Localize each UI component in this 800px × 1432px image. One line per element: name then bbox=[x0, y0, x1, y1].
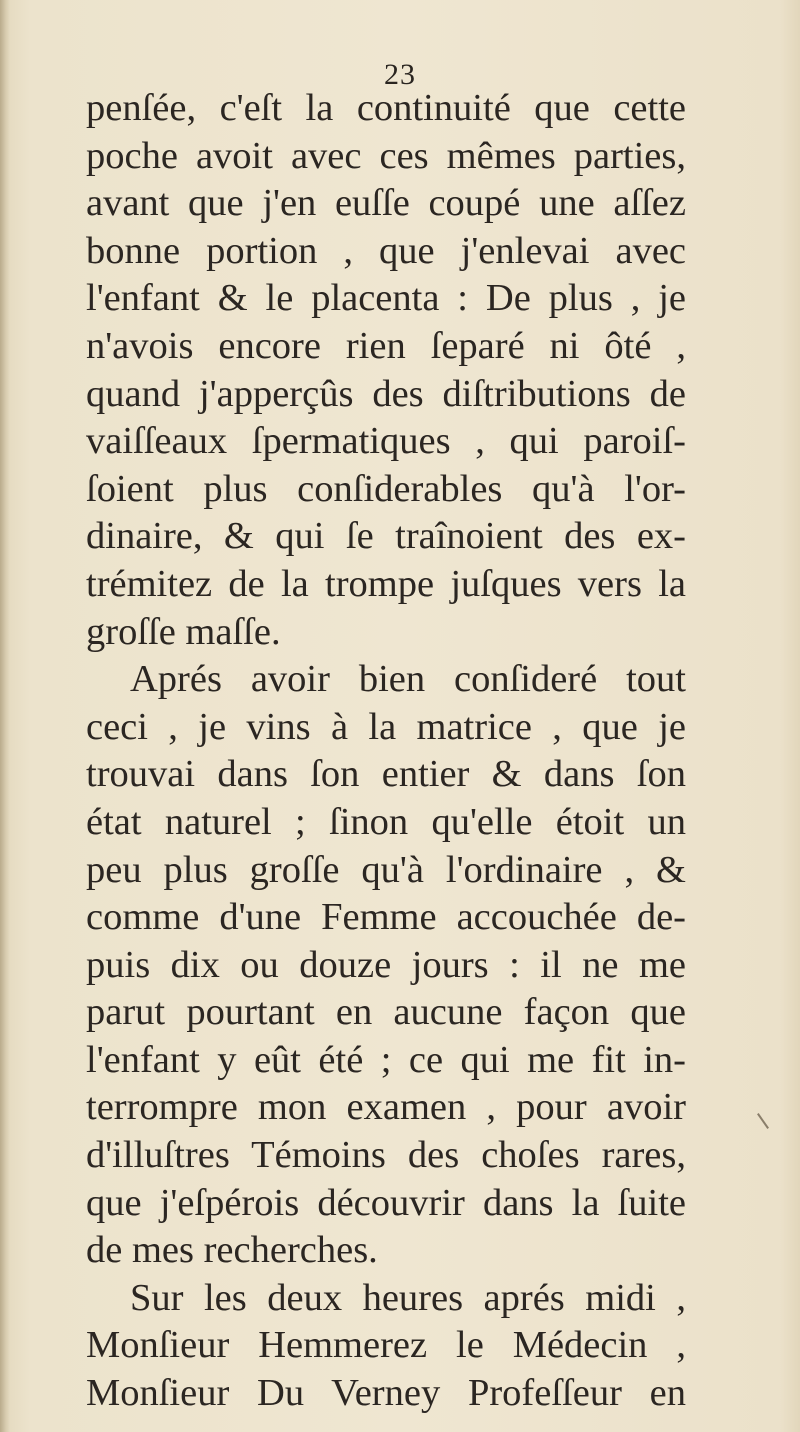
text-line: Monſieur Hemmerez le Médecin , bbox=[86, 1324, 686, 1367]
text-line: trouvai dans ſon entier & dans ſon bbox=[86, 753, 686, 796]
text-line: trémitez de la trompe juſques vers la bbox=[86, 562, 686, 605]
page-edge-shadow bbox=[0, 0, 10, 1432]
text-line: état naturel ; ſinon qu'elle étoit un bbox=[86, 800, 686, 843]
text-line: que j'eſpérois découvrir dans la ſuite bbox=[86, 1181, 686, 1224]
text-line: peu plus groſſe qu'à l'ordinaire , & bbox=[86, 848, 686, 891]
text-line: l'enfant & le placenta : De plus , je bbox=[86, 277, 686, 320]
page-number: 23 bbox=[384, 58, 416, 91]
text-line: bonne portion , que j'enlevai avec bbox=[86, 229, 686, 272]
text-line: comme d'une Femme accouchée de- bbox=[86, 896, 686, 939]
paragraph-end-line: de mes recherches. bbox=[86, 1229, 378, 1272]
text-line: penſée, c'eſt la continuité que cette bbox=[86, 87, 686, 129]
text-line: n'avois encore rien ſeparé ni ôté , bbox=[86, 324, 686, 367]
text-line: quand j'apperçûs des diſtributions de bbox=[86, 372, 686, 415]
paragraph-end-line: groſſe maſſe. bbox=[86, 610, 281, 653]
text-line: dinaire, & qui ſe traînoient des ex- bbox=[86, 515, 686, 558]
text-line: terrompre mon examen , pour avoir bbox=[86, 1086, 686, 1129]
paper-blemish bbox=[757, 1113, 769, 1129]
text-line: puis dix ou douze jours : il ne me bbox=[86, 943, 686, 986]
text-line: avant que j'en euſſe coupé une aſſez bbox=[86, 182, 686, 225]
text-line: poche avoit avec ces mêmes parties, bbox=[86, 134, 686, 177]
text-line: Monſieur Du Verney Profeſſeur en bbox=[86, 1372, 686, 1415]
text-line: vaiſſeaux ſpermatiques , qui paroiſ- bbox=[86, 420, 686, 463]
text-line: ceci , je vins à la matrice , que je bbox=[86, 705, 686, 748]
paragraph-start-line: Aprés avoir bien conſideré tout bbox=[130, 658, 686, 701]
text-line: l'enfant y eût été ; ce qui me fit in- bbox=[86, 1038, 686, 1081]
text-line: parut pourtant en aucune façon que bbox=[86, 991, 686, 1034]
text-line: ſoient plus conſiderables qu'à l'or- bbox=[86, 467, 686, 510]
body-text bbox=[86, 85, 686, 1418]
text-line: d'illuſtres Témoins des choſes rares, bbox=[86, 1134, 686, 1177]
paragraph-start-line: Sur les deux heures aprés midi , bbox=[130, 1276, 686, 1319]
